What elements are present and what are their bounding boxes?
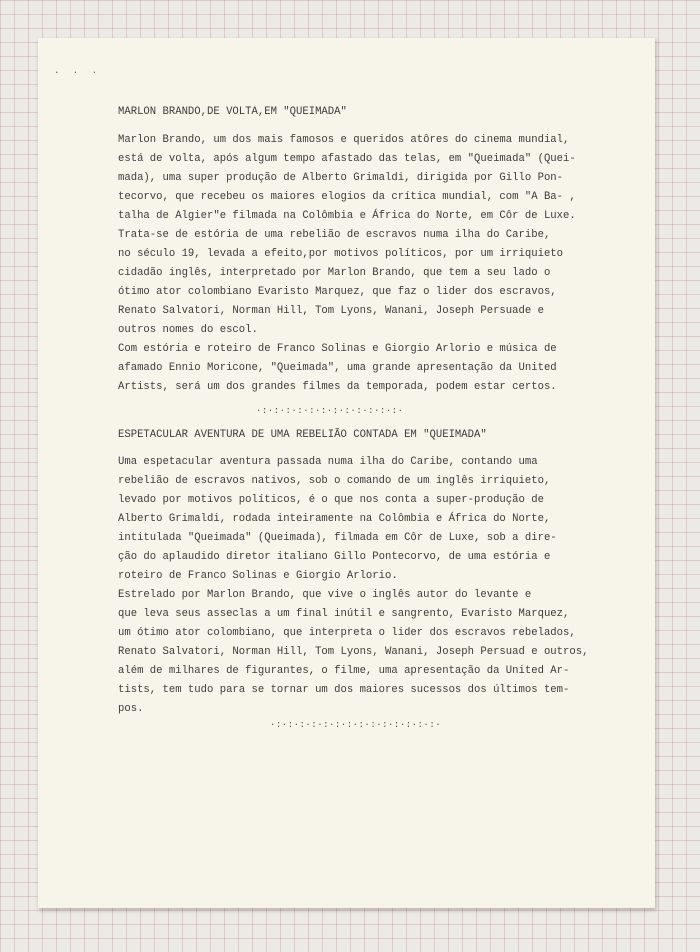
article-2-line: um ótimo ator colombiano, que interpreta o lider dos escravos rebelados, xyxy=(118,627,576,639)
article-1-line: talha de Algier"e filmada na Colômbia e África do Norte, em Côr de Luxe. xyxy=(118,210,576,222)
article-2-line: além de milhares de figurantes, o filme, uma apresentação da United Ar- xyxy=(118,665,570,677)
article-2-line: Renato Salvatori, Norman Hill, Tom Lyons, Wanani, Joseph Persuad e outros, xyxy=(118,646,589,658)
article-2-line: que leva seus asseclas a um final inútil e sangrento, Evaristo Marquez, xyxy=(118,608,570,620)
article-1-line: Artists, será um dos grandes filmes da temporada, podem estar certos. xyxy=(118,381,557,393)
article-2-line: Uma espetacular aventura passada numa ilha do Caribe, contando uma xyxy=(118,456,538,468)
article-2-line: pos. xyxy=(118,703,144,715)
typewritten-sheet xyxy=(38,38,655,908)
separator-2: ·:·:·:·:·:·:·:·:·:·:·:·:·:·:· xyxy=(270,720,442,730)
article-2-line: intitulada "Queimada" (Queimada), filmada em Côr de Luxe, sob a dire- xyxy=(118,532,557,544)
article-1-line: cidadão inglês, interpretado por Marlon Brando, que tem a seu lado o xyxy=(118,267,551,279)
article-1-line: Renato Salvatori, Norman Hill, Tom Lyons, Wanani, Joseph Persuade e xyxy=(118,305,544,317)
article-2-body xyxy=(38,456,655,715)
article-1-line: tecorvo, que recebeu os maiores elogios da crítica mundial, com "A Ba- , xyxy=(118,191,576,203)
article-1-line: afamado Ennio Moricone, "Queimada", uma grande apresentação da United xyxy=(118,362,557,374)
article-2-line: rebelião de escravos nativos, sob o comando de um inglês irriquieto, xyxy=(118,475,551,487)
article-2-line: Estrelado por Marlon Brando, que vive o inglês autor do levante e xyxy=(118,589,532,601)
corner-marks: · · · xyxy=(54,68,102,78)
separator-1: ·:·:·:·:·:·:·:·:·:·:·:·:· xyxy=(256,406,404,416)
article-2-line: Alberto Grimaldi, rodada inteiramente na Colômbia e África do Norte, xyxy=(118,513,551,525)
article-1-line: ótimo ator colombiano Evaristo Marquez, que faz o lider dos escravos, xyxy=(118,286,557,298)
article-2-line: ção do aplaudido diretor italiano Gillo Pontecorvo, de uma estória e xyxy=(118,551,551,563)
article-1-line: Marlon Brando, um dos mais famosos e queridos atôres do cinema mundial, xyxy=(118,134,570,146)
article-1-line: no século 19, levada a efeito,por motivos políticos, por um irriquieto xyxy=(118,248,564,260)
article-1-line: Com estória e roteiro de Franco Solinas e Giorgio Arlorio e música de xyxy=(118,343,557,355)
article-1-body xyxy=(38,134,655,393)
article-2-line: tists, tem tudo para se tornar um dos maiores sucessos dos últimos tem- xyxy=(118,684,570,696)
article-2-line: roteiro de Franco Solinas e Giorgio Arlorio. xyxy=(118,570,398,582)
article-1-title: MARLON BRANDO,DE VOLTA,EM "QUEIMADA" xyxy=(118,106,347,118)
article-1-line: mada), uma super produção de Alberto Grimaldi, dirigida por Gillo Pon- xyxy=(118,172,564,184)
article-1-line: está de volta, após algum tempo afastado das telas, em "Queimada" (Quei- xyxy=(118,153,576,165)
article-1-line: Trata-se de estória de uma rebelião de escravos numa ilha do Caribe, xyxy=(118,229,551,241)
article-2-line: levado por motivos políticos, é o que nos conta a super-produção de xyxy=(118,494,544,506)
article-2-title: ESPETACULAR AVENTURA DE UMA REBELIÃO CONTADA EM "QUEIMADA" xyxy=(118,429,487,441)
article-1-line: outros nomes do escol. xyxy=(118,324,258,336)
